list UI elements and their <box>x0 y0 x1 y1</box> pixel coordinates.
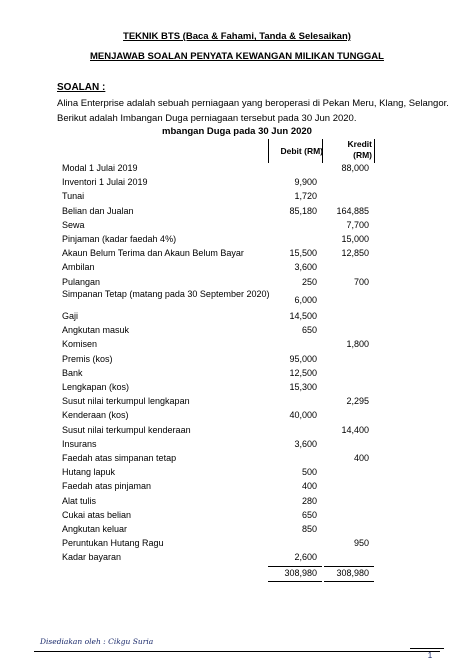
kredit-header <box>324 139 372 161</box>
row-debit: 15,500 <box>289 248 317 259</box>
row-label: Hutang lapuk <box>62 467 116 478</box>
row-kredit: 12,850 <box>341 248 369 259</box>
row-label: Modal 1 Julai 2019 <box>62 163 138 173</box>
row-label: Bank <box>62 367 83 378</box>
row-label: Insurans <box>62 438 97 449</box>
row-debit: 12,500 <box>289 367 317 378</box>
row-label: Kadar bayaran <box>62 552 122 563</box>
page-number: 1 <box>427 651 433 660</box>
row-label: Akaun Belum Terima dan Akaun Belum Bayar <box>62 248 244 259</box>
prepared-by: Disediakan oleh : Cikgu Suria <box>40 637 154 646</box>
trial-balance-title: mbangan Duga pada 30 Jun 2020 <box>162 126 312 137</box>
total-double-rule <box>324 581 374 582</box>
question-paragraph-1: Alina Enterprise adalah sebuah perniagaan yang beroperasi di Pekan Meru, Klang, Selangor. <box>57 98 449 109</box>
page-number-rule <box>410 648 444 649</box>
row-debit: 500 <box>301 467 317 478</box>
total-rule <box>324 566 374 567</box>
row-kredit: 7,700 <box>346 219 369 230</box>
row-label: Peruntukan Hutang Ragu <box>62 538 164 549</box>
total-kredit: 308,980 <box>336 567 369 578</box>
row-label: Pulangan <box>62 276 101 287</box>
row-label: Cukai atas belian <box>62 509 132 520</box>
row-debit: 3,600 <box>294 262 317 273</box>
row-kredit: 164,885 <box>336 205 369 216</box>
row-label: Angkutan keluar <box>62 524 128 534</box>
row-debit: 6,000 <box>294 294 317 305</box>
row-debit: 40,000 <box>289 410 317 421</box>
row-label: Sewa <box>62 219 85 230</box>
total-rule <box>268 566 322 567</box>
row-label: Lengkapan (kos) <box>62 382 130 392</box>
kredit-header-line1: Kredit <box>347 139 372 149</box>
row-kredit: 950 <box>353 538 369 549</box>
row-debit: 15,300 <box>289 382 317 392</box>
row-label: Premis (kos) <box>62 353 113 364</box>
row-debit: 14,500 <box>289 311 317 321</box>
debit-header: Debit (RM) <box>280 146 323 156</box>
row-debit: 650 <box>301 325 317 336</box>
row-label: Inventori 1 Julai 2019 <box>62 177 148 188</box>
row-label: Faedah atas pinjaman <box>62 481 152 492</box>
row-label: Angkutan masuk <box>62 325 130 336</box>
row-kredit: 14,400 <box>341 424 369 435</box>
row-label: Faedah atas simpanan tetap <box>62 453 177 463</box>
row-debit: 85,180 <box>289 205 317 216</box>
doc-subtitle: MENJAWAB SOALAN PENYATA KEWANGAN MILIKAN TUNGGAL <box>90 51 384 62</box>
row-label: Gaji <box>62 311 79 321</box>
column-divider <box>374 139 375 163</box>
row-label: Belian dan Jualan <box>62 205 134 216</box>
row-label: Simpanan Tetap (matang pada 30 September 2020) <box>62 288 270 299</box>
row-kredit: 88,000 <box>341 163 369 173</box>
row-debit: 9,900 <box>294 177 317 188</box>
question-label: SOALAN : <box>57 82 106 93</box>
row-label: Alat tulis <box>62 495 97 506</box>
row-label: Kenderaan (kos) <box>62 410 129 421</box>
doc-title: TEKNIK BTS (Baca & Fahami, Tanda & Selesaikan) <box>123 31 351 42</box>
question-paragraph-2: Berikut adalah Imbangan Duga perniagaan tersebut pada 30 Jun 2020. <box>57 113 357 124</box>
row-kredit: 400 <box>353 453 369 463</box>
footer-divider <box>34 651 440 652</box>
row-debit: 280 <box>301 495 317 506</box>
row-label: Ambilan <box>62 262 95 273</box>
row-debit: 2,600 <box>294 552 317 563</box>
row-label: Tunai <box>62 191 85 202</box>
row-debit: 850 <box>301 524 317 534</box>
row-label: Komisen <box>62 339 98 350</box>
row-label: Susut nilai terkumpul lengkapan <box>62 396 190 407</box>
row-kredit: 1,800 <box>346 339 369 350</box>
row-kredit: 15,000 <box>341 234 369 244</box>
total-double-rule <box>268 581 322 582</box>
total-debit: 308,980 <box>284 567 317 578</box>
row-debit: 650 <box>301 509 317 520</box>
row-debit: 3,600 <box>294 438 317 449</box>
row-debit: 400 <box>301 481 317 492</box>
row-debit: 95,000 <box>289 353 317 364</box>
row-kredit: 2,295 <box>346 396 369 407</box>
row-debit: 250 <box>301 276 317 287</box>
row-debit: 1,720 <box>294 191 317 202</box>
row-label: Susut nilai terkumpul kenderaan <box>62 424 191 435</box>
kredit-header-line2: (RM) <box>353 150 372 160</box>
row-label: Pinjaman (kadar faedah 4%) <box>62 234 177 244</box>
row-kredit: 700 <box>353 276 369 287</box>
